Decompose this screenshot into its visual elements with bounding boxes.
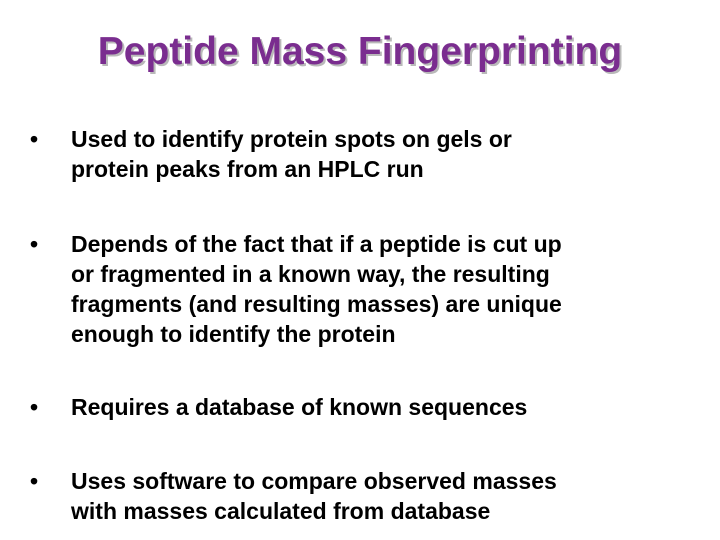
bullet-text: Uses software to compare observed masses with masses calculated from database	[71, 468, 557, 524]
bullet-item-software	[30, 466, 690, 526]
bullet-item-depends	[30, 229, 690, 349]
bullet-dot-icon: •	[30, 231, 39, 257]
bullet-text: Requires a database of known sequences	[71, 394, 528, 420]
bullet-dot-icon: •	[30, 394, 39, 420]
bullet-item-identify	[30, 124, 690, 184]
slide-title: Peptide Mass Fingerprinting	[97, 30, 623, 73]
bullet-text: Depends of the fact that if a peptide is cut up or fragmented in a known way, the resulting fragments (and resulting masses) are unique enough to identify the protein	[71, 231, 562, 347]
bullet-text: Used to identify protein spots on gels or protein peaks from an HPLC run	[71, 126, 512, 182]
bullet-item-database	[30, 392, 690, 422]
bullet-dot-icon: •	[30, 126, 39, 152]
bullet-dot-icon: •	[30, 468, 39, 494]
